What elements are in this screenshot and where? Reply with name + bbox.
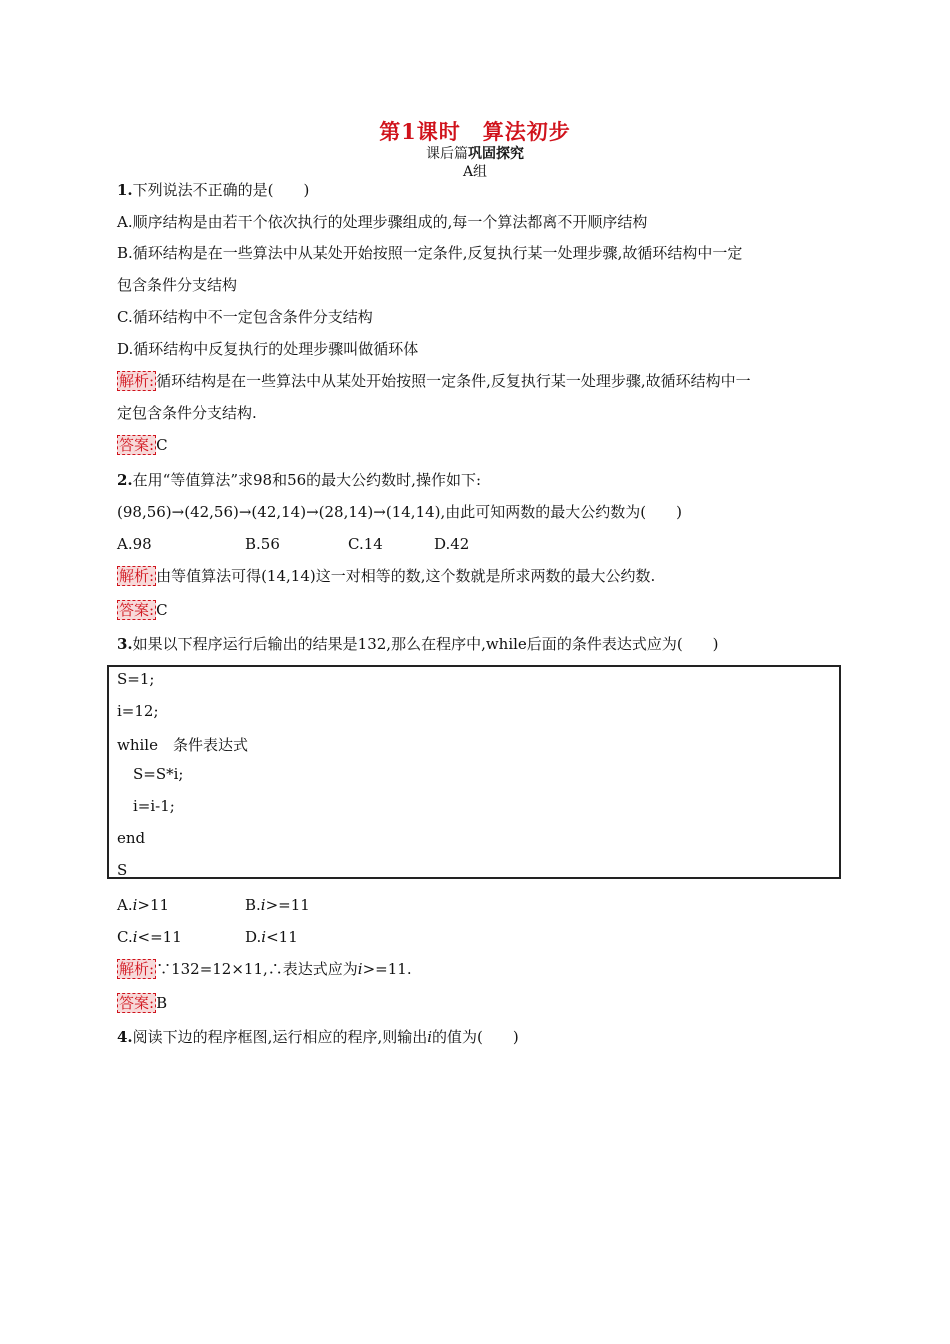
q2-options <box>117 534 469 554</box>
q2-sequence: (98,56)→(42,56)→(42,14)→(28,14)→(14,14),由此可知两数的最大公约数为( ) <box>117 503 682 521</box>
code-line-7: S <box>117 861 128 879</box>
q1-option-a: A.顺序结构是由若干个依次执行的处理步骤组成的,每一个算法都离不开顺序结构 <box>117 213 648 231</box>
answer-tag: 答案: <box>119 994 155 1012</box>
q3-option-d: D.i<11 <box>245 928 298 946</box>
answer-tag: 答案: <box>119 601 155 619</box>
q1-analysis-text: 循环结构是在一些算法中从某处开始按照一定条件,反复执行某一处理步骤,故循环结构中一 <box>156 372 751 390</box>
code-line-6: end <box>117 829 146 847</box>
q1-answer: C <box>156 436 168 454</box>
q1-answer-line <box>117 435 168 455</box>
subtitle-plain: 课后篇 <box>426 146 468 162</box>
code-line-4: S=S*i; <box>133 765 184 783</box>
program-code-box <box>107 665 841 879</box>
q2-option-b: B.56 <box>245 535 280 553</box>
q1-stem: 下列说法不正确的是( ) <box>132 181 310 199</box>
q2-option-c: C.14 <box>348 535 383 553</box>
q1-number: 1. <box>117 181 133 199</box>
q2-stem-line <box>117 470 481 490</box>
q3-analysis-var: i <box>357 960 363 978</box>
q1-option-c: C.循环结构中不一定包含条件分支结构 <box>117 308 373 326</box>
q4-stem-line <box>117 1027 519 1047</box>
q4-number: 4. <box>117 1028 133 1046</box>
q3-analysis-line <box>117 959 412 979</box>
q4-stem-var: i <box>427 1028 433 1046</box>
analysis-tag: 解析: <box>119 567 155 585</box>
q3-stem-line <box>117 634 719 654</box>
q2-answer: C <box>156 601 168 619</box>
q3-option-a: A.i>11 <box>117 896 170 914</box>
q1-analysis-line <box>117 371 751 391</box>
q2-option-d: D.42 <box>434 535 470 553</box>
q3-option-c: C.i<=11 <box>117 928 182 946</box>
subtitle-bold: 巩固探究 <box>468 146 524 162</box>
q3-analysis-pre: ∵132=12×11,∴表达式应为 <box>156 960 358 978</box>
q4-stem-post: 的值为( ) <box>432 1028 519 1046</box>
q4-stem-pre: 阅读下边的程序框图,运行相应的程序,则输出 <box>132 1028 428 1046</box>
q1-option-b: B.循环结构是在一些算法中从某处开始按照一定条件,反复执行某一处理步骤,故循环结构中一定 <box>117 244 743 262</box>
page-title: 第1课时 算法初步 <box>379 119 571 144</box>
analysis-tag: 解析: <box>119 372 155 390</box>
q1-option-b-cont: 包含条件分支结构 <box>117 276 238 294</box>
q2-option-a: A.98 <box>117 535 152 553</box>
q1-stem-line <box>117 180 309 200</box>
group-label: A组 <box>462 164 488 180</box>
q3-options-row-1 <box>117 895 310 915</box>
q3-stem: 如果以下程序运行后输出的结果是132,那么在程序中,while后面的条件表达式应为( ) <box>132 635 719 653</box>
q2-analysis-text: 由等值算法可得(14,14)这一对相等的数,这个数就是所求两数的最大公约数. <box>156 567 656 585</box>
code-line-3: while 条件表达式 <box>117 736 248 754</box>
q1-analysis-cont: 定包含条件分支结构. <box>117 404 257 422</box>
code-line-2: i=12; <box>117 702 159 720</box>
code-line-5: i=i-1; <box>133 797 175 815</box>
q1-option-d: D.循环结构中反复执行的处理步骤叫做循环体 <box>117 340 419 358</box>
page-subtitle <box>0 143 950 163</box>
q2-answer-line <box>117 600 168 620</box>
q3-option-b: B.i>=11 <box>245 896 310 914</box>
q2-analysis-line <box>117 566 655 586</box>
q3-answer-line <box>117 993 167 1013</box>
q3-number: 3. <box>117 635 133 653</box>
q3-options-row-2 <box>117 927 298 947</box>
q2-stem: 在用“等值算法”求98和56的最大公约数时,操作如下: <box>132 471 482 489</box>
q3-answer: B <box>156 994 168 1012</box>
q2-number: 2. <box>117 471 133 489</box>
q3-analysis-post: >=11. <box>362 960 412 978</box>
analysis-tag: 解析: <box>119 960 155 978</box>
code-line-1: S=1; <box>117 670 155 688</box>
answer-tag: 答案: <box>119 436 155 454</box>
